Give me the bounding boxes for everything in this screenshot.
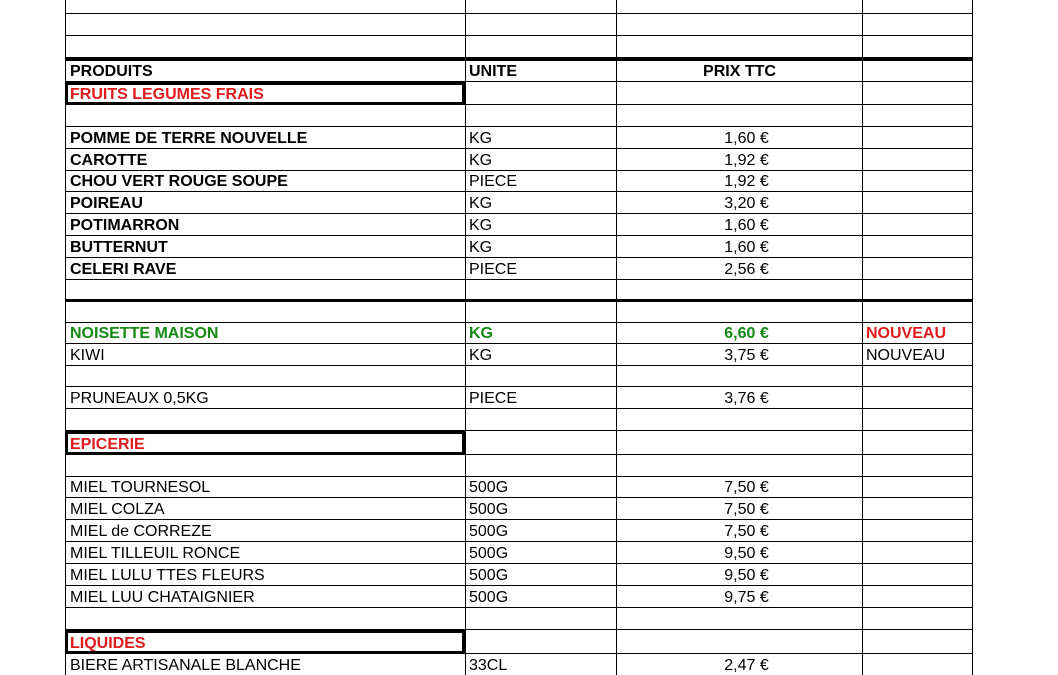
product-note — [862, 127, 973, 149]
product-note — [862, 520, 973, 542]
empty-row — [65, 455, 973, 477]
table-row — [65, 344, 973, 366]
product-name: MIEL COLZA — [65, 498, 465, 520]
product-price: 6,60 € — [616, 323, 862, 344]
product-note — [862, 477, 973, 498]
product-unit: 500G — [465, 564, 616, 586]
product-note — [862, 498, 973, 520]
product-note — [862, 387, 973, 409]
product-note: NOUVEAU — [862, 344, 973, 366]
header-prix: PRIX TTC — [616, 58, 862, 82]
empty-row — [65, 366, 973, 387]
table-row — [65, 586, 973, 608]
product-unit: KG — [465, 192, 616, 214]
product-name: MIEL TOURNESOL — [65, 477, 465, 498]
section-title-row — [65, 82, 973, 105]
product-price: 1,92 € — [616, 149, 862, 171]
empty-row — [65, 280, 973, 300]
product-price: 3,20 € — [616, 192, 862, 214]
table-row — [65, 258, 973, 280]
product-name: BUTTERNUT — [65, 236, 465, 258]
product-name: POMME DE TERRE NOUVELLE — [65, 127, 465, 149]
table-row — [65, 171, 973, 192]
empty-row — [65, 409, 973, 431]
table-row — [65, 192, 973, 214]
product-name: MIEL LULU TTES FLEURS — [65, 564, 465, 586]
empty-row — [65, 300, 973, 323]
empty-row — [65, 0, 973, 14]
table-row — [65, 498, 973, 520]
table-header — [65, 58, 973, 82]
product-note — [862, 542, 973, 564]
product-note — [862, 586, 973, 608]
product-unit: 500G — [465, 520, 616, 542]
product-unit: PIECE — [465, 258, 616, 280]
product-name: MIEL TILLEUIL RONCE — [65, 542, 465, 564]
empty-row — [65, 105, 973, 127]
product-price: 3,76 € — [616, 387, 862, 409]
table-row — [65, 654, 973, 675]
table-row — [65, 387, 973, 409]
product-note — [862, 192, 973, 214]
empty-row — [65, 608, 973, 630]
product-name: POTIMARRON — [65, 214, 465, 236]
product-unit: PIECE — [465, 387, 616, 409]
product-price: 9,75 € — [616, 586, 862, 608]
product-name: PRUNEAUX 0,5KG — [65, 387, 465, 409]
product-name: NOISETTE MAISON — [65, 323, 465, 344]
product-name: MIEL de CORREZE — [65, 520, 465, 542]
product-unit: KG — [465, 214, 616, 236]
product-price: 1,60 € — [616, 127, 862, 149]
table-row — [65, 564, 973, 586]
product-name: POIREAU — [65, 192, 465, 214]
header-unite: UNITE — [465, 58, 616, 82]
product-price: 9,50 € — [616, 564, 862, 586]
table-row — [65, 127, 973, 149]
header-produits: PRODUITS — [65, 58, 465, 82]
section-title: EPICERIE — [65, 431, 465, 455]
product-price: 7,50 € — [616, 520, 862, 542]
product-name: CELERI RAVE — [65, 258, 465, 280]
section-title-row — [65, 431, 973, 455]
section-title-row — [65, 630, 973, 654]
product-note — [862, 258, 973, 280]
table-row — [65, 214, 973, 236]
product-note — [862, 149, 973, 171]
table-row — [65, 520, 973, 542]
table-row — [65, 542, 973, 564]
product-note — [862, 236, 973, 258]
product-name: CAROTTE — [65, 149, 465, 171]
empty-row — [65, 14, 973, 36]
table-row — [65, 477, 973, 498]
product-unit: 500G — [465, 586, 616, 608]
product-unit: KG — [465, 344, 616, 366]
product-unit: KG — [465, 323, 616, 344]
product-unit: PIECE — [465, 171, 616, 192]
product-note — [862, 171, 973, 192]
price-list-sheet — [65, 0, 973, 675]
product-name: CHOU VERT ROUGE SOUPE — [65, 171, 465, 192]
product-unit: 500G — [465, 477, 616, 498]
product-note — [862, 214, 973, 236]
product-unit: 500G — [465, 542, 616, 564]
product-name: MIEL LUU CHATAIGNIER — [65, 586, 465, 608]
product-price: 1,60 € — [616, 214, 862, 236]
section-title: FRUITS LEGUMES FRAIS — [65, 82, 465, 105]
product-price: 3,75 € — [616, 344, 862, 366]
table-row — [65, 323, 973, 344]
product-unit: KG — [465, 236, 616, 258]
product-note — [862, 564, 973, 586]
product-unit: 33CL — [465, 654, 616, 675]
table-row — [65, 236, 973, 258]
product-unit: KG — [465, 127, 616, 149]
product-name: BIERE ARTISANALE BLANCHE — [65, 654, 465, 675]
table-row — [65, 149, 973, 171]
product-price: 2,56 € — [616, 258, 862, 280]
product-price: 7,50 € — [616, 498, 862, 520]
product-price: 7,50 € — [616, 477, 862, 498]
header-note — [862, 58, 973, 82]
product-unit: 500G — [465, 498, 616, 520]
product-price: 2,47 € — [616, 654, 862, 675]
product-note: NOUVEAU — [862, 323, 973, 344]
product-price: 1,60 € — [616, 236, 862, 258]
product-price: 1,92 € — [616, 171, 862, 192]
empty-row — [65, 36, 973, 58]
product-price: 9,50 € — [616, 542, 862, 564]
product-note — [862, 654, 973, 675]
section-title: LIQUIDES — [65, 630, 465, 654]
product-unit: KG — [465, 149, 616, 171]
product-name: KIWI — [65, 344, 465, 366]
